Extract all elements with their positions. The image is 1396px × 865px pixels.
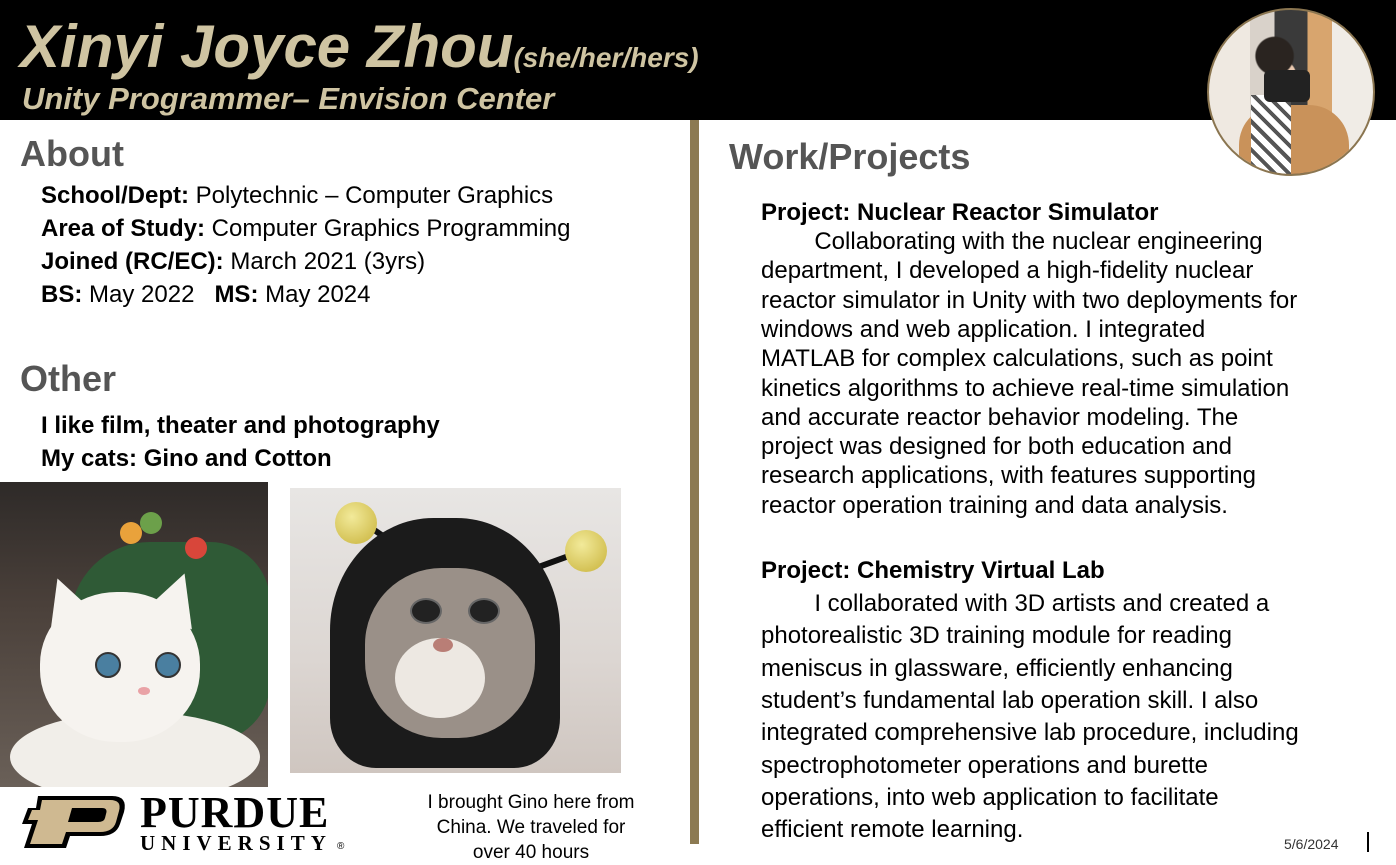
- photo-caption: I brought Gino here from China. We traveled for over 40 hours: [427, 792, 635, 863]
- header-banner: [0, 0, 1396, 120]
- project-text-line: efficient remote learning.: [761, 816, 1024, 844]
- profile-photo: [1207, 8, 1375, 176]
- joined-line: [41, 245, 425, 278]
- school-label: School/Dept:: [41, 182, 189, 209]
- bs-label: BS:: [41, 281, 83, 308]
- joined-label: Joined (RC/EC):: [41, 248, 224, 275]
- school-value: Polytechnic – Computer Graphics: [189, 182, 554, 209]
- project-text-line: Collaborating with the nuclear engineering: [761, 228, 1263, 255]
- job-title: Unity Programmer– Envision Center: [22, 81, 555, 116]
- university-wordmark: UNIVERSITY: [140, 831, 332, 855]
- project-title-chemistry: Project: Chemistry Virtual Lab: [761, 557, 1105, 584]
- joined-value: March 2021 (3yrs): [223, 248, 426, 275]
- work-projects-heading: Work/Projects: [729, 136, 971, 177]
- purdue-p-logo-icon: [20, 794, 128, 850]
- cat-photo-gino: [290, 488, 621, 773]
- project-text-line: I collaborated with 3D artists and created a: [761, 590, 1270, 617]
- pronouns: (she/her/hers): [513, 42, 699, 73]
- hobbies-line: I like film, theater and photography: [41, 412, 440, 439]
- camera-icon: [1264, 70, 1310, 102]
- column-divider: [690, 120, 699, 844]
- project-text-line: MATLAB for complex calculations, such as point: [761, 345, 1273, 373]
- project-text-line: meniscus in glassware, efficiently enhancing: [761, 654, 1233, 682]
- project-text-line: and accurate reactor behavior modeling. The: [761, 403, 1239, 431]
- project-text-line: reactor operation training and data analysis.: [761, 491, 1228, 519]
- footer-separator: [1367, 832, 1369, 852]
- area-of-study-line: [41, 212, 570, 245]
- other-heading: Other: [20, 358, 117, 399]
- project-text-line: student’s fundamental lab operation skill. I also: [761, 686, 1259, 714]
- school-dept-line: [41, 179, 553, 212]
- about-heading: About: [20, 133, 124, 174]
- ms-value: May 2024: [258, 281, 371, 308]
- project-text-line: integrated comprehensive lab procedure, including: [761, 719, 1299, 747]
- project-text-line: operations, into web application to facilitate: [761, 783, 1219, 811]
- cat-photo-cotton: [0, 482, 268, 787]
- project-text-line: department, I developed a high-fidelity nuclear: [761, 257, 1254, 285]
- project-text-line: project was designed for both education and: [761, 433, 1232, 461]
- registered-mark: ®: [337, 841, 345, 852]
- project-text-line: kinetics algorithms to achieve real-time simulation: [761, 374, 1290, 402]
- project-text-line: research applications, with features supporting: [761, 462, 1256, 490]
- project-text-line: photorealistic 3D training module for reading: [761, 622, 1232, 650]
- project-text-line: spectrophotometer operations and burette: [761, 751, 1208, 779]
- area-value: Computer Graphics Programming: [205, 215, 571, 242]
- project-text-line: windows and web application. I integrated: [761, 315, 1206, 343]
- name-text: Xinyi Joyce Zhou: [20, 13, 514, 80]
- purdue-wordmark: PURDUE: [140, 788, 330, 837]
- slide-date: 5/6/2024: [1284, 836, 1339, 852]
- area-label: Area of Study:: [41, 215, 206, 242]
- project-text-line: reactor simulator in Unity with two deployments for: [761, 286, 1298, 314]
- cats-line: My cats: Gino and Cotton: [41, 445, 332, 472]
- project-title-nuclear: Project: Nuclear Reactor Simulator: [761, 199, 1159, 226]
- bs-value: May 2022: [82, 281, 195, 308]
- ms-label: MS:: [214, 281, 259, 308]
- degrees-line: [41, 278, 371, 311]
